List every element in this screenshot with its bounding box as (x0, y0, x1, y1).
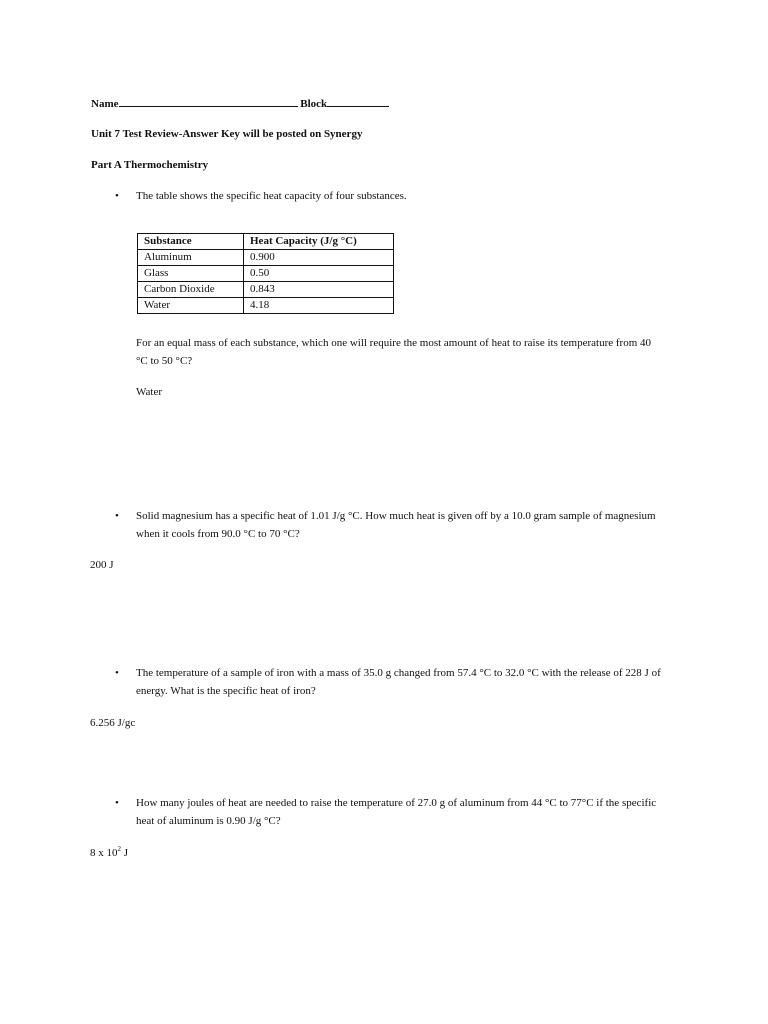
document-title: Unit 7 Test Review-Answer Key will be posted on Synergy (91, 128, 363, 140)
q4-answer-unit: J (121, 847, 129, 859)
block-label: Block (300, 98, 328, 110)
bullet-3: • (115, 667, 119, 679)
table-row (138, 298, 394, 314)
table-row (138, 266, 394, 282)
q4-answer (90, 845, 128, 861)
q1-question-line-1: For an equal mass of each substance, which one will require the most amount of heat to raise its temperature from 40 (136, 337, 652, 349)
table-row (138, 250, 394, 266)
table-header-heat-capacity: Heat Capacity (J/g °C) (244, 234, 394, 250)
table-header-substance: Substance (138, 234, 244, 250)
heat-capacity-table (137, 233, 394, 314)
q2-line-2: when it cools from 90.0 °C to 70 °C? (136, 528, 300, 540)
q2-line-1: Solid magnesium has a specific heat of 1.01 J/g °C. How much heat is given off by a 10.0 gram sample of magnesium (136, 510, 656, 522)
table-cell: Carbon Dioxide (138, 282, 244, 298)
bullet-4: • (115, 797, 119, 809)
bullet-2: • (115, 510, 119, 522)
q3-answer: 6.256 J/gc (90, 717, 136, 729)
part-a-heading: Part A Thermochemistry (91, 159, 209, 171)
q4-answer-base: 8 x 10 (90, 847, 118, 859)
table-cell: Water (138, 298, 244, 314)
table-cell: Glass (138, 266, 244, 282)
q1-prompt: The table shows the specific heat capacity of four substances. (136, 190, 407, 202)
q4-line-2: heat of aluminum is 0.90 J/g °C? (136, 815, 281, 827)
q2-answer: 200 J (90, 559, 114, 571)
table-row (138, 282, 394, 298)
table-cell: 4.18 (244, 298, 394, 314)
q3-line-1: The temperature of a sample of iron with a mass of 35.0 g changed from 57.4 °C to 32.0 °C with the release of 228 J of (136, 667, 661, 679)
q4-answer-exponent: 2 (117, 845, 121, 853)
q1-question-line-2: °C to 50 °C? (136, 355, 193, 367)
table-cell: 0.900 (244, 250, 394, 266)
table-cell: Aluminum (138, 250, 244, 266)
q3-line-2: energy. What is the specific heat of iron? (136, 685, 316, 697)
q1-answer: Water (136, 386, 162, 398)
table-header-row (138, 234, 394, 250)
header-line (91, 95, 389, 112)
bullet-1: • (115, 190, 119, 202)
q4-line-1: How many joules of heat are needed to raise the temperature of 27.0 g of aluminum from 44 °C to 77°C if the specific (136, 797, 657, 809)
name-blank[interactable] (119, 95, 298, 107)
table-cell: 0.50 (244, 266, 394, 282)
table-cell: 0.843 (244, 282, 394, 298)
name-label: Name (91, 98, 119, 110)
block-blank[interactable] (327, 95, 389, 107)
